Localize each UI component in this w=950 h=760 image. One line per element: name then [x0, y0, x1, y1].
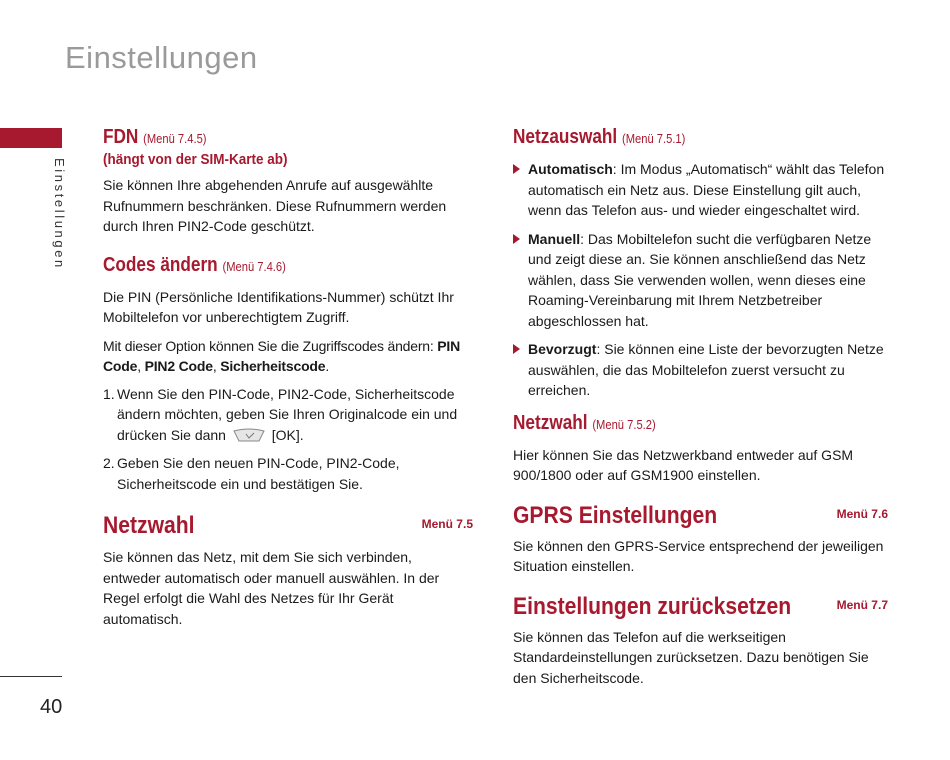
reset-title: Einstellungen zurücksetzen [513, 592, 792, 620]
left-softkey-icon [232, 428, 266, 442]
codes-step-1 [103, 384, 473, 446]
gprs-title: GPRS Einstellungen [513, 501, 718, 529]
codes-paragraph-2: Mit dieser Option können Sie die Zugriffscodes ändern: PIN Code, PIN2 Code, Sicherheitscode. [103, 337, 461, 374]
netzwahl2-heading [513, 411, 836, 437]
fdn-subtitle: (hängt von der SIM-Karte ab) [103, 151, 288, 168]
codes-menu-ref: (Menü 7.4.6) [222, 258, 286, 274]
netzauswahl-heading [513, 125, 836, 151]
netzwahl2-menu-ref: (Menü 7.5.2) [592, 416, 656, 432]
netzauswahl-options [513, 159, 888, 401]
gprs-heading [513, 502, 888, 530]
option-term: Bevorzugt [528, 341, 597, 357]
netzwahl2-body: Hier können Sie das Netzwerkband entweder auf GSM 900/1800 oder auf GSM1900 einstellen. [513, 446, 854, 483]
gprs-body: Sie können den GPRS-Service entsprechend der jeweiligen Situation einstellen. [513, 537, 884, 574]
fdn-heading [103, 125, 421, 151]
option-text: : Sie können eine Liste der bevorzugten Netze auswählen, die das Mobiltelefon zuerst versucht zu erreichen. [528, 341, 884, 398]
page-number: 40 [40, 696, 63, 718]
option-term: Automatisch [528, 161, 613, 177]
option-text: : Das Mobiltelefon sucht die verfügbaren Netze und zeigt diese an. Sie können anschließend das Netz wählen, dass Sie verwenden wollen, wenn dieses eine Roaming-Vereinbarung mit Ihrem Netzbetreiber abgeschlossen hat. [528, 230, 872, 329]
option-manuell [513, 229, 888, 332]
reset-body: Sie können das Telefon auf die werkseitigen Standardeinstellungen zurücksetzen. Dazu benötigen Sie den Sicherheitscode. [513, 628, 869, 686]
netzwahl-menu-ref: Menü 7.5 [421, 517, 473, 531]
step-number: 1. [103, 385, 115, 402]
netzwahl-heading [103, 512, 473, 540]
triangle-bullet-icon [513, 164, 520, 174]
netzauswahl-menu-ref: (Menü 7.5.1) [621, 131, 686, 146]
step-text: Geben Sie den neuen PIN-Code, PIN2-Code, Sicherheitscode ein und bestätigen Sie. [117, 455, 400, 492]
triangle-bullet-icon [513, 344, 520, 354]
gprs-menu-ref: Menü 7.6 [836, 506, 888, 521]
chapter-title: Einstellungen [65, 40, 258, 75]
option-bevorzugt [513, 339, 888, 401]
chapter-tab-marker [0, 128, 62, 148]
left-column [103, 125, 473, 629]
step-number: 2. [103, 455, 115, 471]
netzwahl-title: Netzwahl [103, 512, 195, 539]
reset-heading [513, 593, 888, 621]
option-automatisch [513, 159, 888, 221]
netzauswahl-title: Netzauswahl [513, 126, 618, 148]
ok-key-label: [OK]. [271, 426, 304, 443]
right-column [513, 125, 888, 688]
netzwahl2-title: Netzwahl [513, 411, 588, 434]
side-chapter-label: Einstellungen [52, 158, 67, 270]
codes-paragraph-1: Die PIN (Persönliche Identifikations-Nummer) schützt Ihr Mobiltelefon vor unberechtigtem Zugriff. [103, 288, 454, 325]
fdn-title: FDN [103, 126, 139, 148]
option-text: : Im Modus „Automatisch“ wählt das Telefon automatisch ein Netz aus. Diese Einstellung gilt auch, wenn das Telefon aus- und wieder eingeschaltet wird. [528, 161, 885, 218]
netzwahl-body: Sie können das Netz, mit dem Sie sich verbinden, entweder automatisch oder manuell auswählen. In der Regel erfolgt die Wahl des Netzes für Ihr Gerät automatisch. [103, 549, 440, 627]
fdn-menu-ref: (Menü 7.4.5) [143, 131, 207, 146]
page-number-rule [0, 676, 62, 677]
codes-step-2 [103, 453, 473, 494]
option-term: Manuell [528, 230, 581, 247]
step-text: Wenn Sie den PIN-Code, PIN2-Code, Sicherheitscode ändern möchten, geben Sie Ihren Originalcode ein und drücken Sie dann [117, 385, 458, 443]
triangle-bullet-icon [513, 234, 520, 244]
codes-title: Codes ändern [103, 253, 218, 276]
fdn-body: Sie können Ihre abgehenden Anrufe auf ausgewählte Rufnummern beschränken. Diese Rufnummern werden durch Ihren PIN2-Code geschützt. [103, 177, 447, 234]
codes-steps [103, 384, 473, 495]
reset-menu-ref: Menü 7.7 [836, 597, 888, 612]
codes-heading [103, 253, 421, 279]
